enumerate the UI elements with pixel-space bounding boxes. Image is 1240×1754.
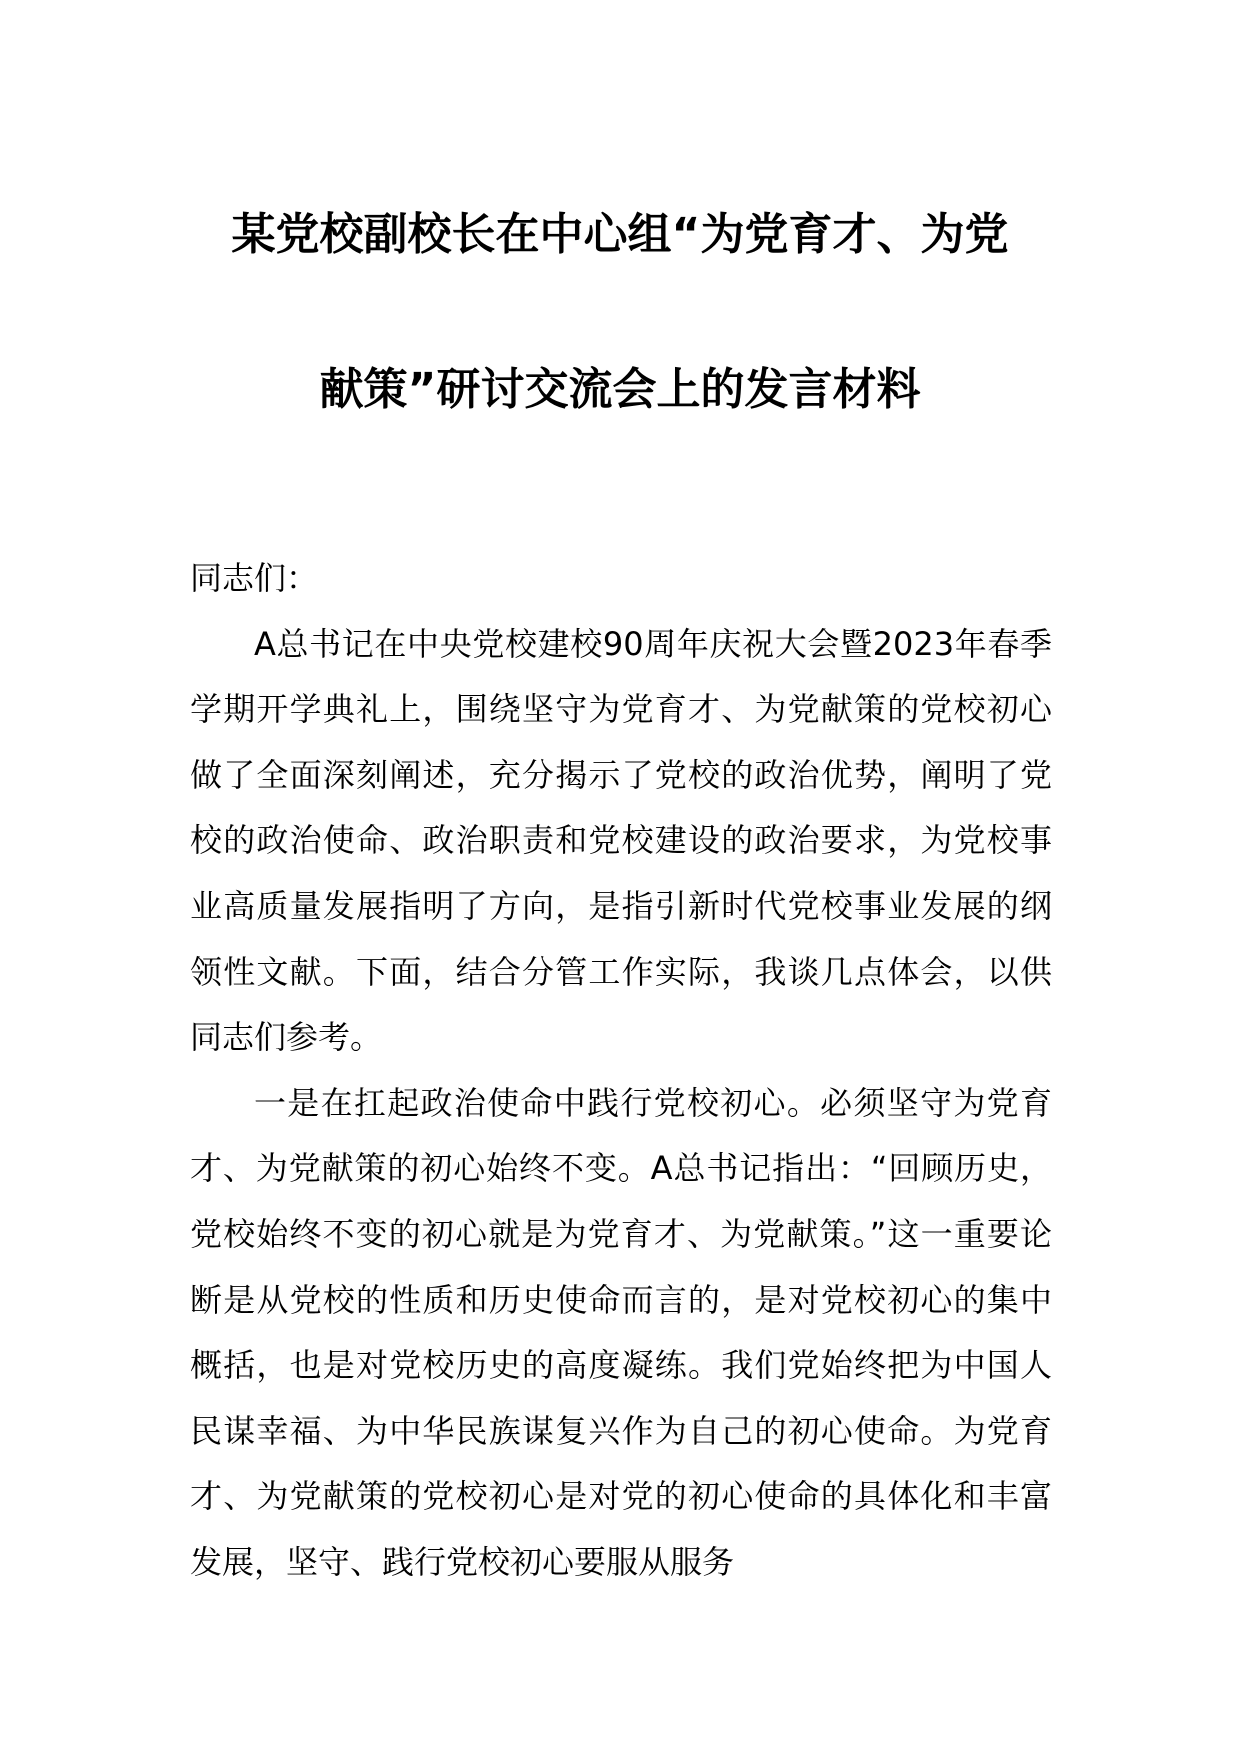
document-title-line-1: 某党校副校长在中心组“为党育才、为党 [231,209,1009,260]
document-body [190,546,1052,1596]
salutation: 同志们： [190,559,319,597]
document-title-line-2: 献策”研讨交流会上的发言材料 [319,364,921,415]
paragraph-point-one: 一是在扛起政治使命中践行党校初心。必须坚守为党育才、为党献策的初心始终不变。A总书记指出：“回顾历史，党校始终不变的初心就是为党育才、为党献策。”这一重要论断是从党校的性质和历史使命而言的，是对党校初心的集中概括，也是对党校历史的高度凝练。我们党始终把为中国人民谋幸福、为中华民族谋复兴作为自己的初心使命。为党育才、为党献策的党校初心是对党的初心使命的具体化和丰富发展，坚守、践行党校初心要服从服务 [190,1083,1052,1581]
paragraph-intro: A总书记在中央党校建校90周年庆祝大会暨2023年春季学期开学典礼上，围绕坚守为党育才、为党献策的党校初心做了全面深刻阐述，充分揭示了党校的政治优势，阐明了党校的政治使命、政治职责和党校建设的政治要求，为党校事业高质量发展指明了方向，是指引新时代党校事业发展的纲领性文献。下面，结合分管工作实际，我谈几点体会，以供同志们参考。 [190,624,1052,1057]
